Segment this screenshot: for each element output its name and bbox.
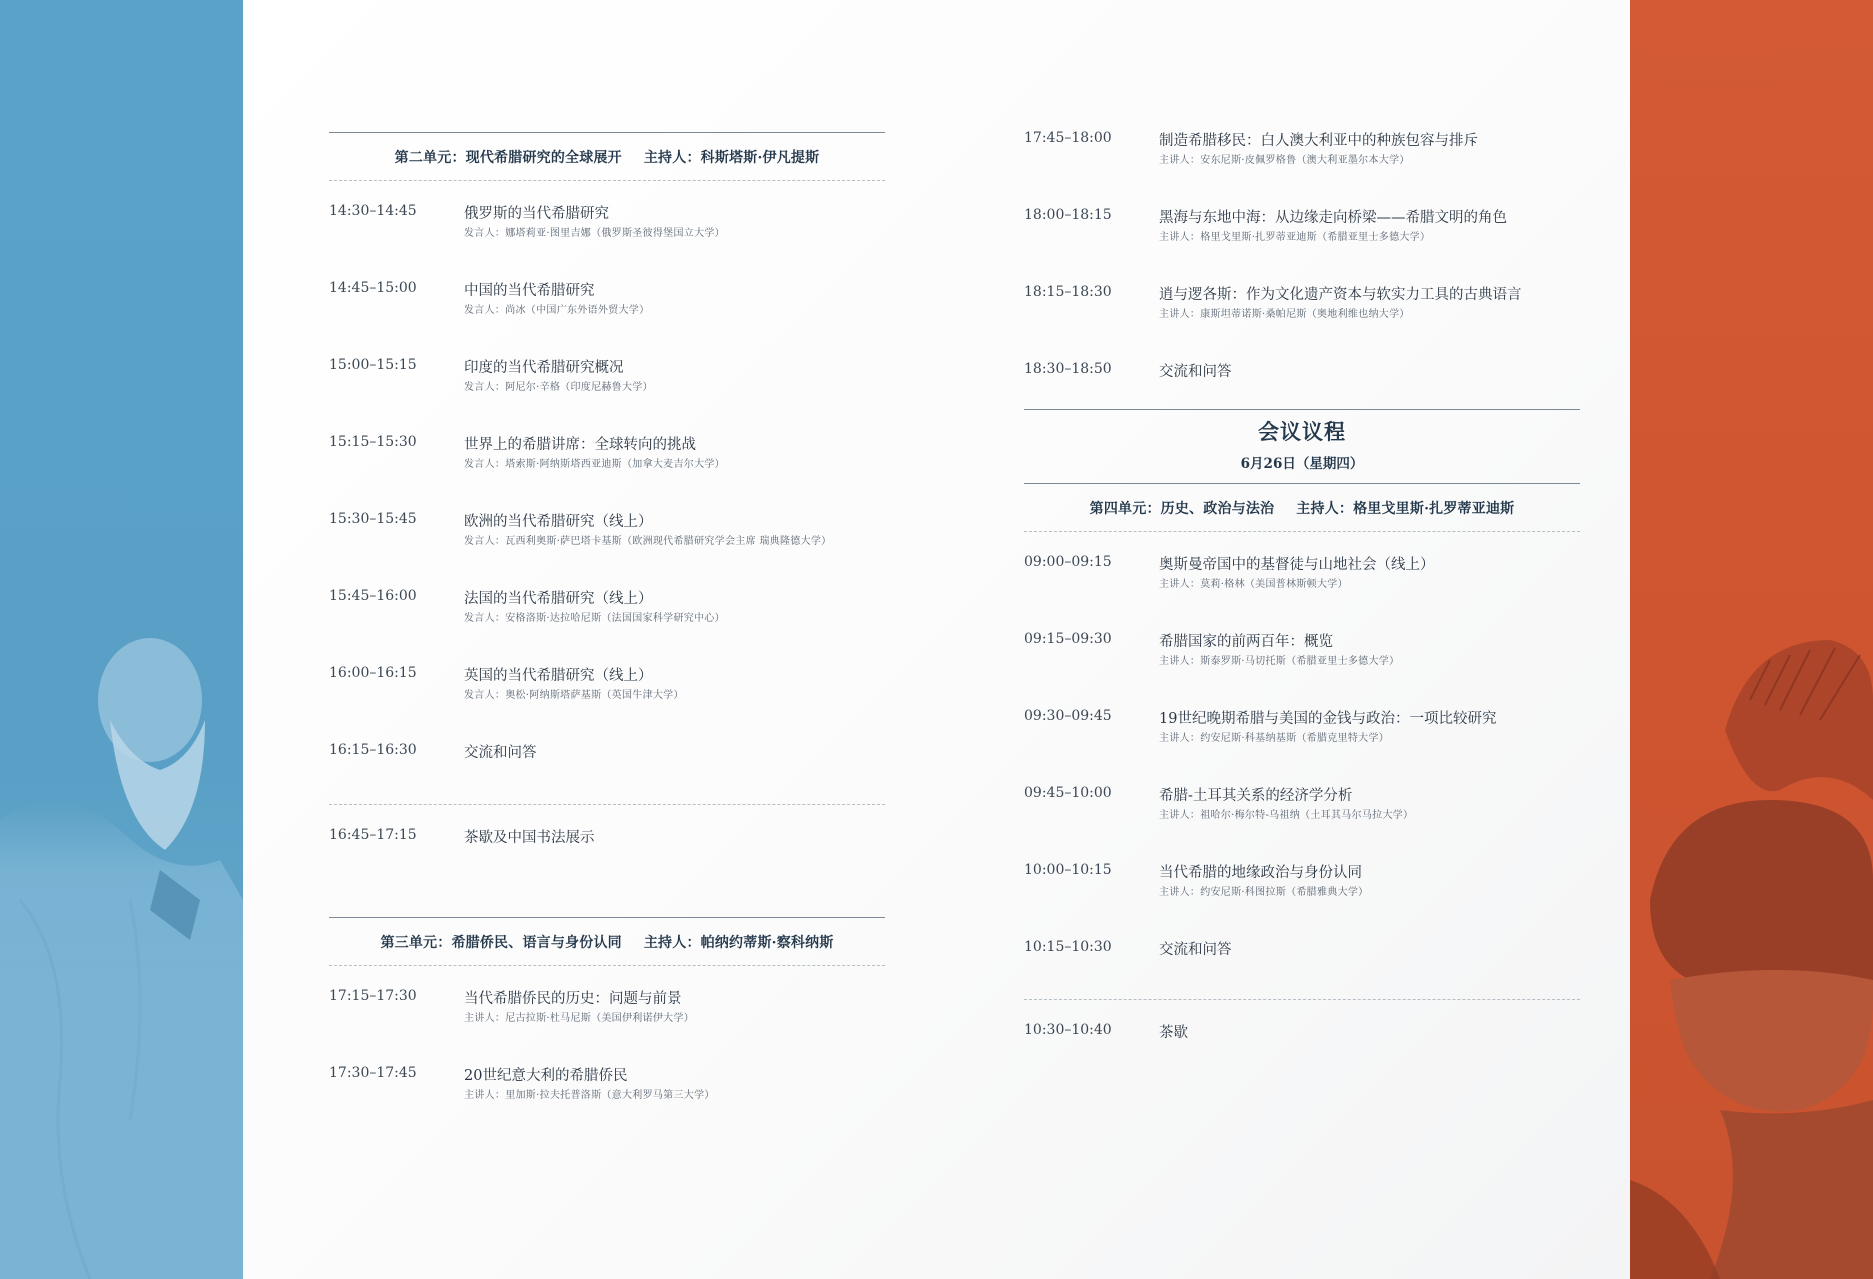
session-time: 09:45–10:00 (1024, 785, 1112, 801)
session-time: 18:15–18:30 (1024, 284, 1112, 300)
session-time: 09:30–09:45 (1024, 708, 1112, 724)
session-time: 14:30–14:45 (329, 203, 417, 219)
session-title: 中国的当代希腊研究 (464, 283, 595, 299)
session-title: 英国的当代希腊研究（线上） (464, 668, 653, 684)
agenda-title: 会议议程 (1258, 419, 1346, 444)
session-title: 交流和问答 (1159, 364, 1232, 380)
session-time: 17:15–17:30 (329, 988, 417, 1004)
session-speaker: 发言人：尚冰（中国广东外语外贸大学） (464, 305, 650, 316)
unit-3-host: 主持人：帕纳约蒂斯·察科纳斯 (643, 935, 834, 951)
session-row (1024, 185, 1580, 262)
agenda-page (243, 0, 1630, 1279)
unit-3-title: 第三单元：希腊侨民、语言与身份认同 (380, 935, 622, 951)
session-time: 16:00–16:15 (329, 665, 417, 681)
session-time: 18:00–18:15 (1024, 207, 1112, 223)
session-row (1024, 917, 1580, 985)
session-title: 欧洲的当代希腊研究（线上） (464, 514, 653, 530)
session-row (1024, 262, 1580, 339)
divider (1024, 409, 1580, 410)
session-time: 17:30–17:45 (329, 1065, 417, 1081)
session-row (329, 1043, 885, 1120)
break-row (1024, 1000, 1580, 1077)
break-title: 茶歇 (1159, 1025, 1188, 1041)
session-row (329, 566, 885, 643)
session-title: 交流和问答 (464, 745, 537, 761)
session-speaker: 主讲人：斯泰罗斯·马切托斯（希腊亚里士多德大学） (1159, 656, 1400, 667)
break-time: 16:45–17:15 (329, 827, 417, 843)
session-speaker: 发言人：塔索斯·阿纳斯塔西亚迪斯（加拿大麦吉尔大学） (464, 459, 725, 470)
right-decorative-band (1630, 0, 1873, 1279)
unit-2-sessions (329, 181, 885, 788)
session-time: 17:45–18:00 (1024, 130, 1112, 146)
unit-3-sessions (329, 966, 885, 1120)
athena-statue-illustration (1630, 0, 1873, 1279)
session-title: 交流和问答 (1159, 942, 1232, 958)
session-title: 20世纪意大利的希腊侨民 (464, 1068, 628, 1084)
session-speaker: 主讲人：康斯坦蒂诺斯·桑帕尼斯（奥地利维也纳大学） (1159, 309, 1410, 320)
unit-2-title: 第二单元：现代希腊研究的全球展开 (394, 150, 622, 166)
session-title: 当代希腊侨民的历史：问题与前景 (464, 991, 682, 1007)
unit-2-host: 主持人：科斯塔斯·伊凡提斯 (643, 150, 820, 166)
session-speaker: 主讲人：格里戈里斯·扎罗蒂亚迪斯（希腊亚里士多德大学） (1159, 232, 1431, 243)
unit-4-host: 主持人：格里戈里斯·扎罗蒂亚迪斯 (1296, 501, 1515, 517)
session-row (1024, 686, 1580, 763)
session-row (1024, 840, 1580, 917)
session-time: 10:15–10:30 (1024, 939, 1112, 955)
session-title: 黑海与东地中海：从边缘走向桥梁——希腊文明的角色 (1159, 210, 1507, 226)
session-speaker: 主讲人：安东尼斯·皮佩罗格鲁（澳大利亚墨尔本大学） (1159, 155, 1410, 166)
session-title: 19世纪晚期希腊与美国的金钱与政治：一项比较研究 (1159, 711, 1497, 727)
session-row (329, 720, 885, 788)
session-speaker: 主讲人：莫莉·格林（美国普林斯顿大学） (1159, 579, 1348, 590)
session-title: 逍与逻各斯：作为文化遗产资本与软实力工具的古典语言 (1159, 287, 1522, 303)
session-time: 10:00–10:15 (1024, 862, 1112, 878)
session-speaker: 发言人：奥松·阿纳斯塔萨基斯（英国牛津大学） (464, 690, 684, 701)
session-time: 16:15–16:30 (329, 742, 417, 758)
left-decorative-band (0, 0, 243, 1279)
philosopher-illustration (0, 0, 243, 1279)
session-time: 14:45–15:00 (329, 280, 417, 296)
session-row (329, 181, 885, 258)
session-speaker: 主讲人：约安尼斯·科图拉斯（希腊雅典大学） (1159, 887, 1369, 898)
session-row (329, 335, 885, 412)
session-row (329, 412, 885, 489)
session-title: 印度的当代希腊研究概况 (464, 360, 624, 376)
session-title: 法国的当代希腊研究（线上） (464, 591, 653, 607)
unit-2-header (329, 133, 885, 180)
session-speaker: 发言人：瓦西利奥斯·萨巴塔卡基斯（欧洲现代希腊研究学会主席 瑞典隆德大学） (464, 536, 832, 547)
unit-4-sessions (1024, 532, 1580, 985)
session-title: 希腊国家的前两百年：概览 (1159, 634, 1333, 650)
session-title: 世界上的希腊讲席：全球转向的挑战 (464, 437, 696, 453)
unit-4-title: 第四单元：历史、政治与法治 (1089, 501, 1275, 517)
session-row (329, 258, 885, 335)
session-time: 09:00–09:15 (1024, 554, 1112, 570)
session-title: 俄罗斯的当代希腊研究 (464, 206, 609, 222)
session-row (329, 489, 885, 566)
session-time: 15:00–15:15 (329, 357, 417, 373)
session-row (1024, 532, 1580, 609)
unit-4-header (1024, 484, 1580, 531)
unit-3-continued-sessions (1024, 108, 1580, 409)
unit-3-header (329, 918, 885, 965)
session-speaker: 发言人：娜塔莉亚·图里吉娜（俄罗斯圣彼得堡国立大学） (464, 228, 725, 239)
session-row (1024, 108, 1580, 185)
session-speaker: 发言人：安格洛斯·达拉哈尼斯（法国国家科学研究中心） (464, 613, 725, 624)
session-time: 09:15–09:30 (1024, 631, 1112, 647)
session-speaker: 主讲人：祖哈尔·梅尔特-乌祖纳（土耳其马尔马拉大学） (1159, 810, 1414, 821)
session-title: 当代希腊的地缘政治与身份认同 (1159, 865, 1362, 881)
session-title: 奥斯曼帝国中的基督徒与山地社会（线上） (1159, 557, 1435, 573)
session-row (329, 643, 885, 720)
session-speaker: 发言人：阿尼尔·辛格（印度尼赫鲁大学） (464, 382, 653, 393)
session-row (1024, 339, 1580, 409)
session-speaker: 主讲人：约安尼斯·科基纳基斯（希腊克里特大学） (1159, 733, 1390, 744)
break-title: 茶歇及中国书法展示 (464, 830, 595, 846)
session-time: 15:45–16:00 (329, 588, 417, 604)
session-title: 制造希腊移民：白人澳大利亚中的种族包容与排斥 (1159, 133, 1478, 149)
session-row (1024, 763, 1580, 840)
session-title: 希腊-土耳其关系的经济学分析 (1159, 788, 1353, 804)
session-time: 15:30–15:45 (329, 511, 417, 527)
session-speaker: 主讲人：尼古拉斯·杜马尼斯（美国伊利诺伊大学） (464, 1013, 695, 1024)
session-time: 15:15–15:30 (329, 434, 417, 450)
session-speaker: 主讲人：里加斯·拉夫托普洛斯（意大利罗马第三大学） (464, 1090, 715, 1101)
session-row (1024, 609, 1580, 686)
session-time: 18:30–18:50 (1024, 361, 1112, 377)
left-column (329, 132, 885, 1120)
right-column (1024, 128, 1580, 1077)
break-row (329, 805, 885, 917)
break-time: 10:30–10:40 (1024, 1022, 1112, 1038)
session-row (329, 966, 885, 1043)
agenda-date: 6月26日（星期四） (1240, 456, 1364, 472)
